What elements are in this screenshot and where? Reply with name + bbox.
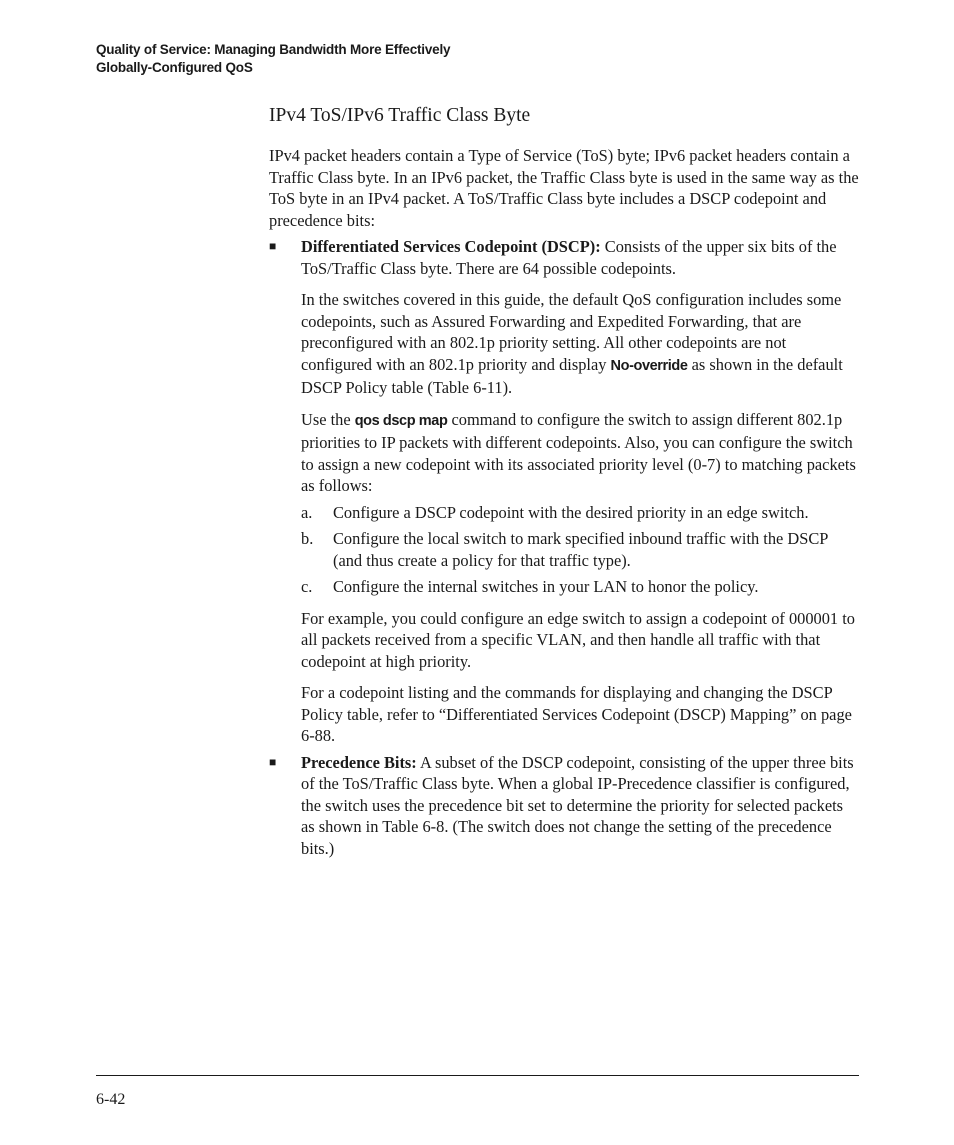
step-letter: c.	[301, 577, 313, 596]
page-number: 6-42	[96, 1091, 126, 1108]
dscp-para2-text-a: Use the	[301, 409, 355, 429]
step-item	[301, 576, 859, 598]
step-letter: b.	[301, 529, 314, 548]
dscp-default-config-paragraph	[301, 289, 859, 399]
main-content	[269, 104, 859, 859]
step-text: Configure the local switch to mark specified inbound traffic with the DSCP (and thus create a policy for that traffic type).	[333, 529, 828, 570]
dscp-definition-text: Consists of the upper six bits of the ToS/Traffic Class byte. There are 64 possible codepoints.	[301, 237, 837, 278]
qos-dscp-map-command: qos dscp map	[354, 412, 448, 429]
bullet-square-icon: ■	[269, 239, 277, 253]
step-item	[301, 502, 859, 524]
bullet-square-icon: ■	[269, 754, 277, 769]
precedence-definition-text: A subset of the DSCP codepoint, consisting of the upper three bits of the ToS/Traffic Class byte. When a global IP-Precedence classifier is configured, the switch uses the precedence bit set to determine the priority for selected packets as shown in Table 6-8. (The switch does not change the setting of the precedence bits.)	[301, 752, 854, 858]
dscp-para2-text-b: command to configure the switch to assign different 802.1p priorities to IP packets with different codepoints. Also, you can configure the switch to assign a new codepoint with its associated priority level (0-7) to matching packets as follows:	[301, 409, 856, 495]
step-item	[301, 528, 859, 571]
step-text: Configure the internal switches in your LAN to honor the policy.	[333, 577, 759, 596]
configuration-steps	[301, 502, 859, 598]
no-override-keyword: No-override	[610, 357, 688, 374]
dscp-term: Differentiated Services Codepoint (DSCP):	[301, 237, 601, 256]
step-letter: a.	[301, 502, 313, 522]
dscp-map-command-paragraph	[301, 409, 859, 497]
bullet-precedence	[269, 752, 859, 860]
dscp-definition	[301, 236, 859, 279]
dscp-para1-text-a: In the switches covered in this guide, the default QoS configuration includes some codepoints, such as Assured Forwarding and Expedited Forwarding, that are preconfigured with an 802.1p priority setting. All other codepoints are not configured with an 802.1p priority and display	[301, 290, 842, 374]
step-text: Configure a DSCP codepoint with the desired priority in an edge switch.	[333, 502, 809, 522]
running-header-section: Globally-Configured QoS	[96, 60, 253, 75]
dscp-example-paragraph: For example, you could configure an edge switch to assign a codepoint of 000001 to all packets received from a specific VLAN, and then handle all traffic with that codepoint at high priority.	[301, 608, 855, 671]
running-header-chapter: Quality of Service: Managing Bandwidth More Effectively	[96, 42, 451, 57]
precedence-term: Precedence Bits:	[301, 752, 417, 772]
dscp-reference-paragraph: For a codepoint listing and the commands for displaying and changing the DSCP Policy table, refer to “Differentiated Services Codepoint (DSCP) Mapping” on page 6-88.	[301, 683, 852, 745]
precedence-definition	[301, 752, 859, 860]
intro-paragraph: IPv4 packet headers contain a Type of Service (ToS) byte; IPv6 packet headers contain a Traffic Class byte. In an IPv6 packet, the Traffic Class byte is used in the same way as the ToS byte in an IPv4 packet. A ToS/Traffic Class byte includes a DSCP codepoint and precedence bits:	[269, 146, 859, 230]
dscp-para1-text-b: as shown in the default DSCP Policy table (Table 6-11).	[301, 354, 843, 397]
running-header	[96, 41, 450, 77]
footer-divider	[96, 1075, 859, 1076]
bullet-dscp	[269, 236, 859, 747]
section-title: IPv4 ToS/IPv6 Traffic Class Byte	[269, 105, 531, 126]
